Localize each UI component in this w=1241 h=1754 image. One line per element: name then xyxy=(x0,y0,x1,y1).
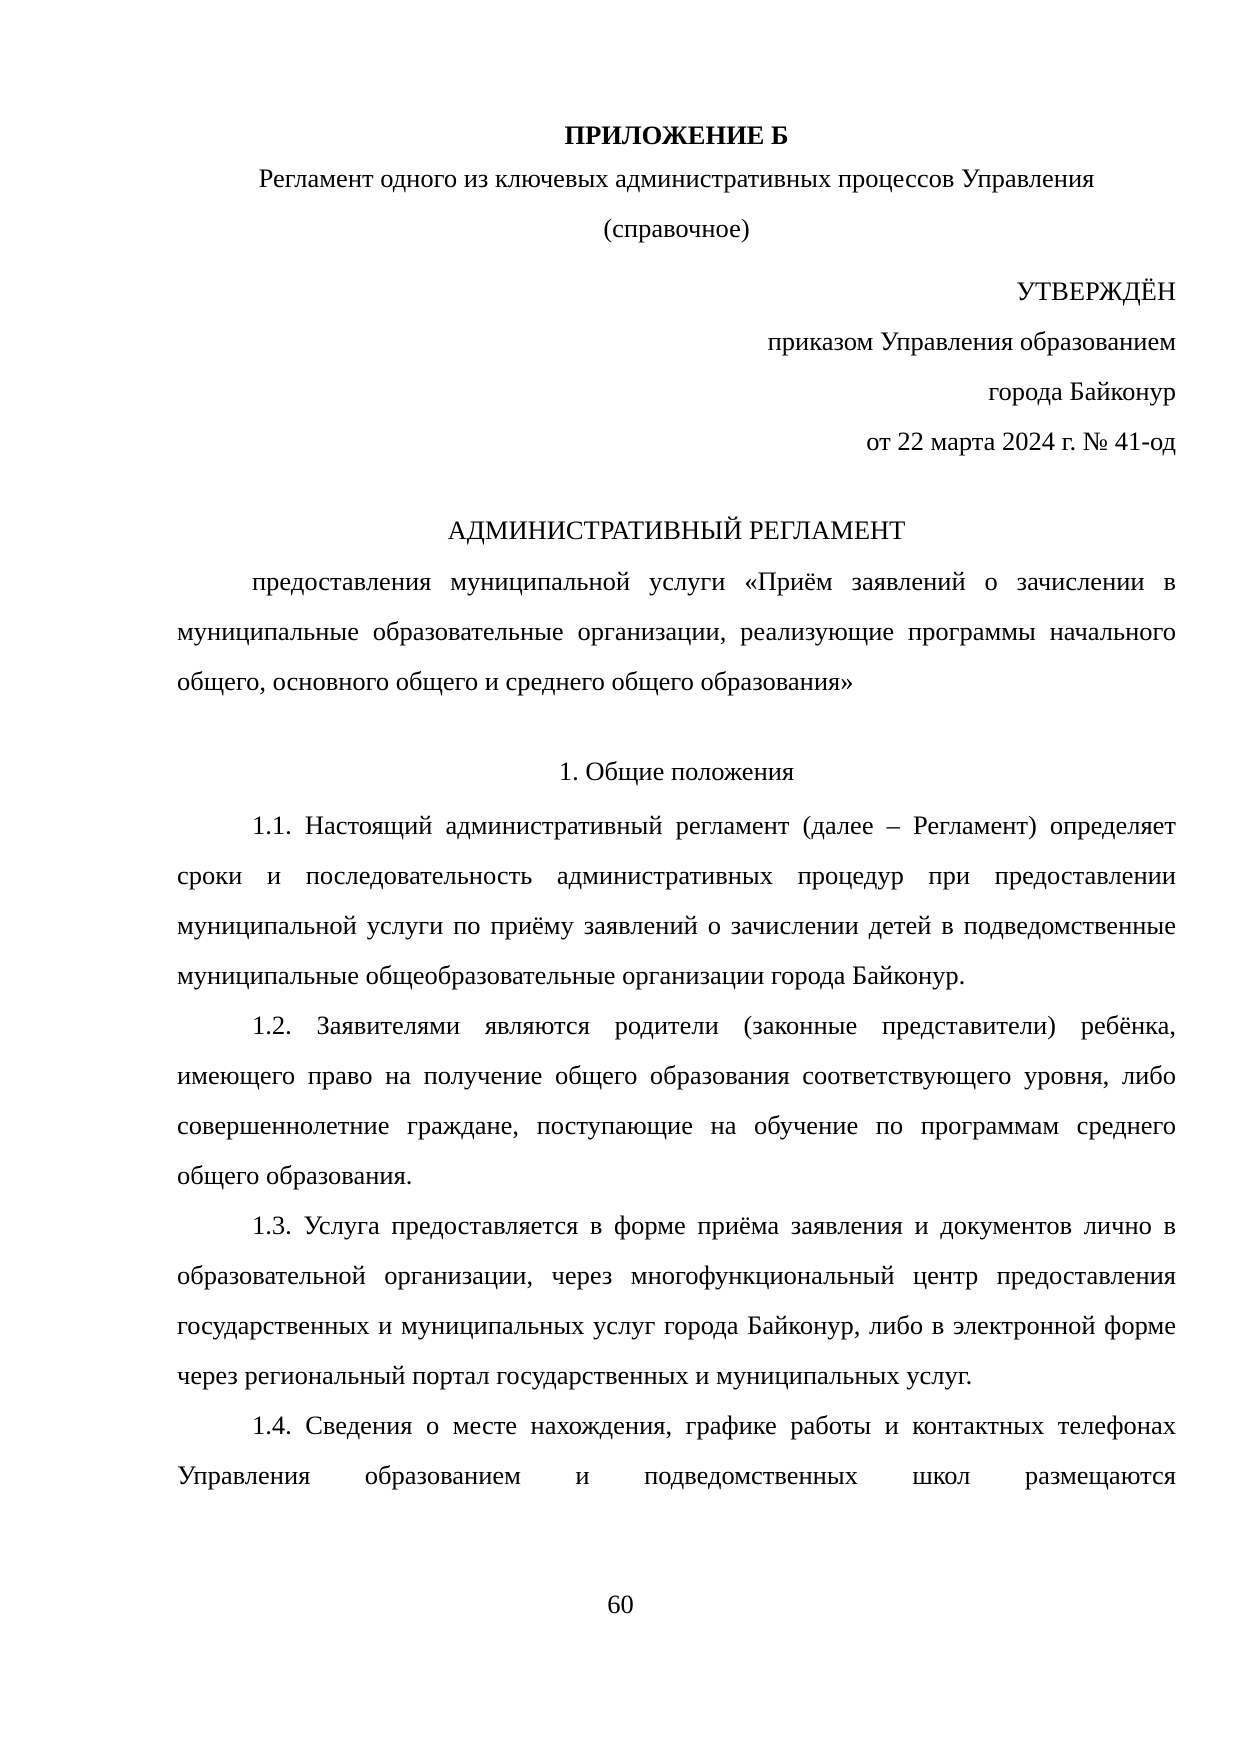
paragraph-1-4: 1.4. Сведения о месте нахождения, графике работы и контактных телефонах Управления образованием и подведомственных школ размещаются xyxy=(177,1410,1176,1490)
appendix-subtitle: Регламент одного из ключевых административных процессов Управления xyxy=(258,163,1095,193)
regulation-title: АДМИНИСТРАТИВНЫЙ РЕГЛАМЕНТ xyxy=(447,515,906,545)
approval-city: города Байконур xyxy=(988,376,1176,406)
regulation-description: предоставления муниципальной услуги «Приём заявлений о зачислении в муниципальные образовательные организации, реализующие программы начального общего, основного общего и среднего общего образования» xyxy=(177,566,1176,696)
appendix-title: ПРИЛОЖЕНИЕ Б xyxy=(564,120,789,150)
approval-date-number: от 22 марта 2024 г. № 41-од xyxy=(866,426,1176,456)
approval-by-order: приказом Управления образованием xyxy=(767,326,1176,356)
paragraph-1-3: 1.3. Услуга предоставляется в форме приёма заявления и документов лично в образовательной организации, через многофункциональный центр предоставления государственных и муниципальных услуг города Байконур, либо в электронной форме через региональный портал государственных и муниципальных услуг. xyxy=(177,1210,1176,1390)
paragraph-1-2: 1.2. Заявителями являются родители (законные представители) ребёнка, имеющего право на получение общего образования соответствующего уровня, либо совершеннолетние граждане, поступающие на обучение по программам среднего общего образования. xyxy=(177,1010,1176,1190)
paragraph-1-1: 1.1. Настоящий административный регламент (далее – Регламент) определяет сроки и последовательность административных процедур при предоставлении муниципальной услуги по приёму заявлений о зачислении детей в подведомственные муниципальные общеобразовательные организации города Байконур. xyxy=(177,810,1176,990)
page-content xyxy=(177,117,1176,1500)
approval-approved: УТВЕРЖДЁН xyxy=(1016,276,1176,306)
page-number: 60 xyxy=(607,1589,634,1619)
approval-block xyxy=(177,266,1176,466)
section-title: 1. Общие положения xyxy=(558,756,795,786)
appendix-type: (справочное) xyxy=(603,213,750,243)
